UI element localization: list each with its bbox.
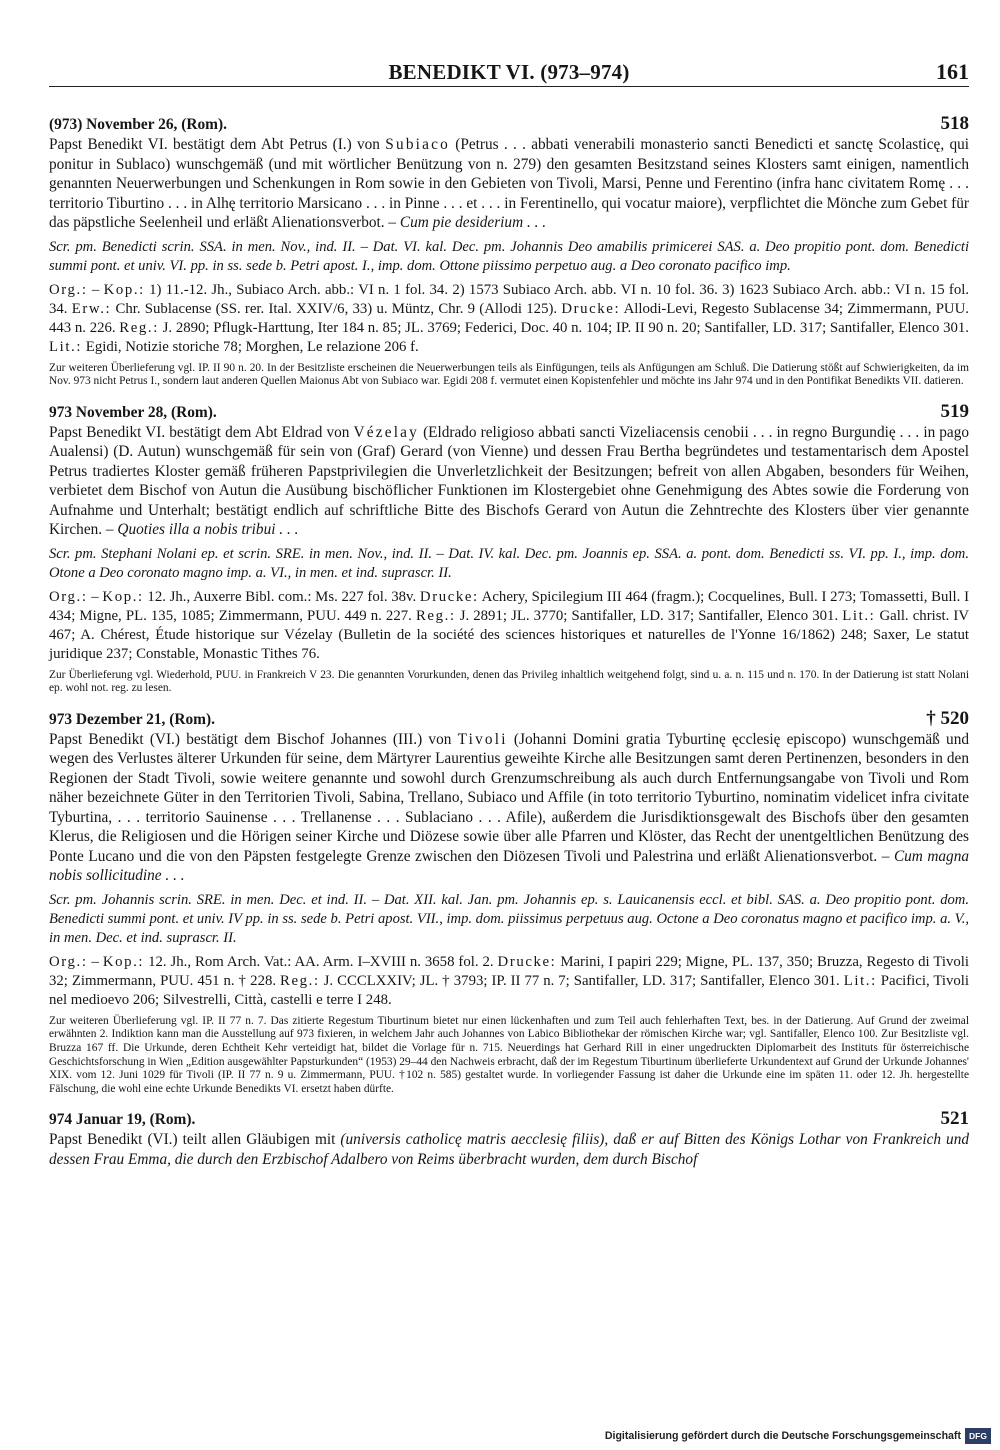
regest-entry-521	[49, 1110, 969, 1169]
entry-date: 973 Dezember 21, (Rom).	[49, 710, 215, 728]
digitization-footer	[606, 1428, 991, 1446]
arenga: Quoties illa a nobis tribui . . .	[117, 521, 299, 539]
dating-clause: Scr. pm. Stephani Nolani ep. et scrin. SRE. in men. Nov., ind. II. – Dat. IV. kal. Dec. pm. Joannis ep. SSA. a. pont. dom. Benedicti ss. VI. pp. I., imp. dom. Otone a Deo coronato magno imp. a. VI., in men. et ind. suprascr. II.	[49, 545, 969, 581]
regest-entry-519	[49, 400, 970, 696]
regest-entry-520	[49, 707, 970, 1097]
entry-date: (973) November 26, (Rom).	[49, 116, 227, 133]
entry-number: 519	[940, 400, 969, 422]
place-name: Subiaco	[385, 136, 450, 153]
commentary-note: Zur weiteren Überlieferung vgl. IP. II 90 n. 20. In der Besitzliste erscheinen die Neuerwerbungen teils als Einfügungen, teils als Anfügungen am Schluß. Die Datierung stößt auf Schwierigkeiten, da im Nov. 973 nicht Petrus I., sondern laut anderen Quellen Maionus Abt von Subiaco war. Egidi 208 f. vermutet einen Kopistenfehler und möchte ins Jahr 974 und in den Pontifikat Benedikts VII. datieren.	[49, 361, 969, 388]
commentary-note: Zur weiteren Überlieferung vgl. IP. II 77 n. 7. Das zitierte Regestum Tiburtinum bietet nur einen lückenhaften und zum Teil auch fehlerhaften Text, bes. in der Datierung. Auf Grund der zweimal erwähnten 2. Indiktion kann man die Ausstellung auf 973 fixieren, in welchem Jahr auch Johannes von Labico Bibliothekar der römischen Kirche war; vgl. Santifaller, Elenco 100. Zur Besitzliste vgl. Bruzza 167 ff. Die Urkunde, deren Echtheit Kehr verteidigt hat, bildet die Vorlage für n. 715. Neuerdings hat Gerhard Rill in einer ungedruckten Diplomarbeit des Instituts für österreichische Geschichtsforschung in Wien „Edition ausgewählter Papsturkunden“ (1953) 29–44 den Nachweis erbracht, daß der im Regestum Tiburtinum überlieferte Urkundentext auf Grund der Urkunde Johannes' XIX. vom 12. Juni 1029 für Tivoli (IP. II 77 n. 9 u. Zimmermann, PUU. †102 n. 585) gestaltet wurde. In vorliegender Fassung ist daher die Urkunde eine im späten 11. oder 12. Jh. hergestellte Fälschung, die wohl eine echte Urkunde Benedikts VI. ersetzt haben dürfte.	[49, 1014, 969, 1095]
source-apparatus: Org.: – Kop.: 1) 11.-12. Jh., Subiaco Arch. abb.: VI n. 1 fol. 34. 2) 1573 Subiaco Arch. abb. VI n. 10 fol. 36. 3) 1623 Subiaco Arch. abb.: VI n. 15 fol. 34. Erw.: Chr. Sublacense (SS. rer. Ital. XXIV/6, 33) u. Müntz, Chr. 9 (Allodi 125). Drucke: Allodi-Levi, Regesto Sublacense 34; Zimmermann, PUU. 443 n. 226. Reg.: J. 2890; Pflugk-Harttung, Iter 184 n. 85; JL. 3769; Federici, Doc. 40 n. 104; IP. II 90 n. 20; Santifaller, LD. 317; Santifaller, Elenco 301. Lit.: Egidi, Notizie storiche 78; Morghen, Le relazione 206 f.	[49, 281, 970, 355]
entry-summary: Papst Benedikt (VI.) teilt allen Gläubigen mit (universis catholicę matris aecclesię filiis), daß er auf Bitten des Königs Lothar von Frankreich und dessen Frau Emma, die durch den Erzbischof Adalbero von Reims überbracht wurden, dem durch Bischof	[49, 1131, 970, 1168]
funding-note: Digitalisierung gefördert durch die Deutsche Forschungsgemeinschaft	[604, 1430, 961, 1442]
place-name: Tivoli	[457, 730, 508, 748]
entry-summary: Papst Benedikt VI. bestätigt dem Abt Eldrad von Vézelay (Eldrado religioso abbati sancti Vizeliacensis cenobii . . . in regno Burgundię . . . in pago Aualensi) (D. Autun) wunschgemäß für sein von (Graf) Gerard (von Vienne) und dessen Frau Bertha begründetes und testamentarisch dem Apostel Petrus tradiertes Kloster gemäß früheren Papstprivilegien die Unverletzlichkeit der Besitzungen; befreit von allen Abgaben, besonders für Weihen, verbietet dem Bischof von Autun die Ausübung bischöflicher Funktionen im Klostergebiet ohne Genehmigung des Abtes sowie die Forderung von Aufnahme und Unterhalt; bestätigt endlich auf schriftliche Bitte des Bischofs Gerard von Autun die Zehntrechte des Klosters über vier genannte Kirchen. – Quoties illa a nobis tribui . . .	[49, 423, 969, 539]
commentary-note: Zur Überlieferung vgl. Wiederhold, PUU. in Frankreich V 23. Die genannten Vorurkunden, denen das Privileg inhaltlich weitgehend folgt, sind u. a. n. 115 und n. 170. In der Datierung ist statt Nolani ep. wohl not. reg. zu lesen.	[49, 668, 969, 695]
dating-clause: Scr. pm. Benedicti scrin. SSA. in men. Nov., ind. II. – Dat. VI. kal. Dec. pm. Johannis Deo amabilis primicerei SAS. a. Deo propitio pont. dom. Benedicti summi pont. et univ. VI. pp. in ss. sede b. Petri apost. I., imp. dom. Ottone piissimo perpetuo aug. a Deo coronato pacifico imp.	[49, 238, 969, 274]
arenga: Cum pie desiderium . . .	[399, 214, 547, 231]
entry-summary: Papst Benedikt (VI.) bestätigt dem Bischof Johannes (III.) von Tivoli (Johanni Domini gratia Tyburtinę ęcclesię episcopo) wunschgemäß und wegen des Verlustes älterer Urkunden für seine, dem Märtyrer Laurentius geweihte Kirche alle Besitzungen samt deren Pertinenzen, besonders in den Regionen der Stadt Tivoli, sowie weitere genannte und sowohl durch Grenzumschreibung als auch durch Entfernungsangabe von Tivoli und Rom näher bezeichnete Güter in den Territorien Tivoli, Sabina, Trellano, Subiaco und Affile (in toto territorio Tyburtino, nominatim videlicet infra civitate Tyburtina, . . . territorio Sauinense . . . Trellanense . . . Sublaciano . . . Afile), außerdem die Jurisdiktionsgewalt des Bischofs über den gesamten Klerus, die Religiosen und die Hörigen seiner Kirche und Diözese sowie über alle Pfarren und Klöster, das Recht der unentgeltlichen Benützung des Ponte Lucano und die von den Päpsten festgelegte Grenze zwischen den Diözesen Tivoli und Palestrina und erläßt Alienationsverbot. – Cum magna nobis sollicitudine . . .	[49, 730, 969, 885]
arenga: Cum magna nobis sollicitudine . . .	[49, 847, 969, 885]
entry-heading	[49, 1110, 969, 1130]
running-title: BENEDIKT VI. (973–974)	[388, 60, 630, 84]
page-number: 161	[936, 59, 969, 84]
running-header	[49, 56, 969, 87]
entry-number: 518	[940, 113, 969, 134]
place-name: Vézelay	[353, 423, 419, 441]
entry-date: 974 Januar 19, (Rom).	[49, 1111, 196, 1129]
entry-number: 521	[940, 1108, 969, 1130]
entry-heading	[49, 707, 969, 730]
dating-clause: Scr. pm. Johannis scrin. SRE. in men. Dec. et ind. II. – Dat. XII. kal. Jan. pm. Johannis ep. s. Lauicanensis eccl. et bibl. SAS. a. Deo propitio pont. dom. Benedicti summi pont. et univ. IV pp. in ss. sede b. Petri apost. VII., imp. dom. piissimus perpetuus aug. Octone a Deo coronatus magno et pacifico imp. a. V., in men. Dec. et ind. suprascr. II.	[49, 891, 969, 946]
page	[49, 56, 969, 1183]
source-apparatus: Org.: – Kop.: 12. Jh., Auxerre Bibl. com.: Ms. 227 fol. 38v. Drucke: Achery, Spicilegium III 464 (fragm.); Cocquelines, Bull. I 273; Tomassetti, Bull. I 434; Migne, PL. 135, 1085; Zimmermann, PUU. 449 n. 227. Reg.: J. 2891; JL. 3770; Santifaller, LD. 317; Santifaller, Elenco 301. Lit.: Gall. christ. IV 467; A. Chérest, Étude historique sur Vézelay (Bulletin de la société des sciences historiques et naturelles de l'Yonne 16/1862) 248; Saxer, Le statut juridique 237; Constable, Monastic Tithes 76.	[49, 588, 970, 662]
entry-date: 973 November 28, (Rom).	[49, 403, 217, 421]
entry-heading	[49, 400, 969, 423]
source-apparatus: Org.: – Kop.: 12. Jh., Rom Arch. Vat.: AA. Arm. I–XVIII n. 3658 fol. 2. Drucke: Marini, I papiri 229; Migne, PL. 137, 350; Bruzza, Regesto di Tivoli 32; Zimmermann, PUU. 451 n. † 228. Reg.: J. CCCLXXIV; JL. † 3793; IP. II 77 n. 7; Santifaller, LD. 317; Santifaller, Elenco 301. Lit.: Pacifici, Tivoli nel medioevo 206; Silvestrelli, Città, castelli e terre I 248.	[49, 953, 970, 1008]
entry-number: † 520	[926, 707, 969, 729]
dfg-logo: DFG	[965, 1428, 991, 1444]
entry-heading	[49, 115, 969, 135]
entry-summary: Papst Benedikt VI. bestätigt dem Abt Petrus (I.) von Subiaco (Petrus . . . abbati venerabili monasterio sancti Benedicti et sanctę Scolasticę, qui ponitur in Sublaco) wunschgemäß (und mit wörtlicher Benützung von n. 279) den gesamten Besitzstand seines Klosters samt einigen, namentlich genannten Neuerwerbungen und Schenkungen in Rom sowie in den Gebieten von Tivoli, Marsi, Penne und Ferentino (infra hanc civitatem Romę . . . territorio Tiburtino . . . in Alhę territorio Marsicano . . . in Pinne . . . et . . . in Ferentinello, qui vocatur maiore), verpflichtet die Mönche zum Gebet für das päpstliche Seelenheil und erläßt Alienationsverbot. – Cum pie desiderium . . .	[49, 136, 970, 231]
regest-entry-518	[49, 115, 969, 389]
